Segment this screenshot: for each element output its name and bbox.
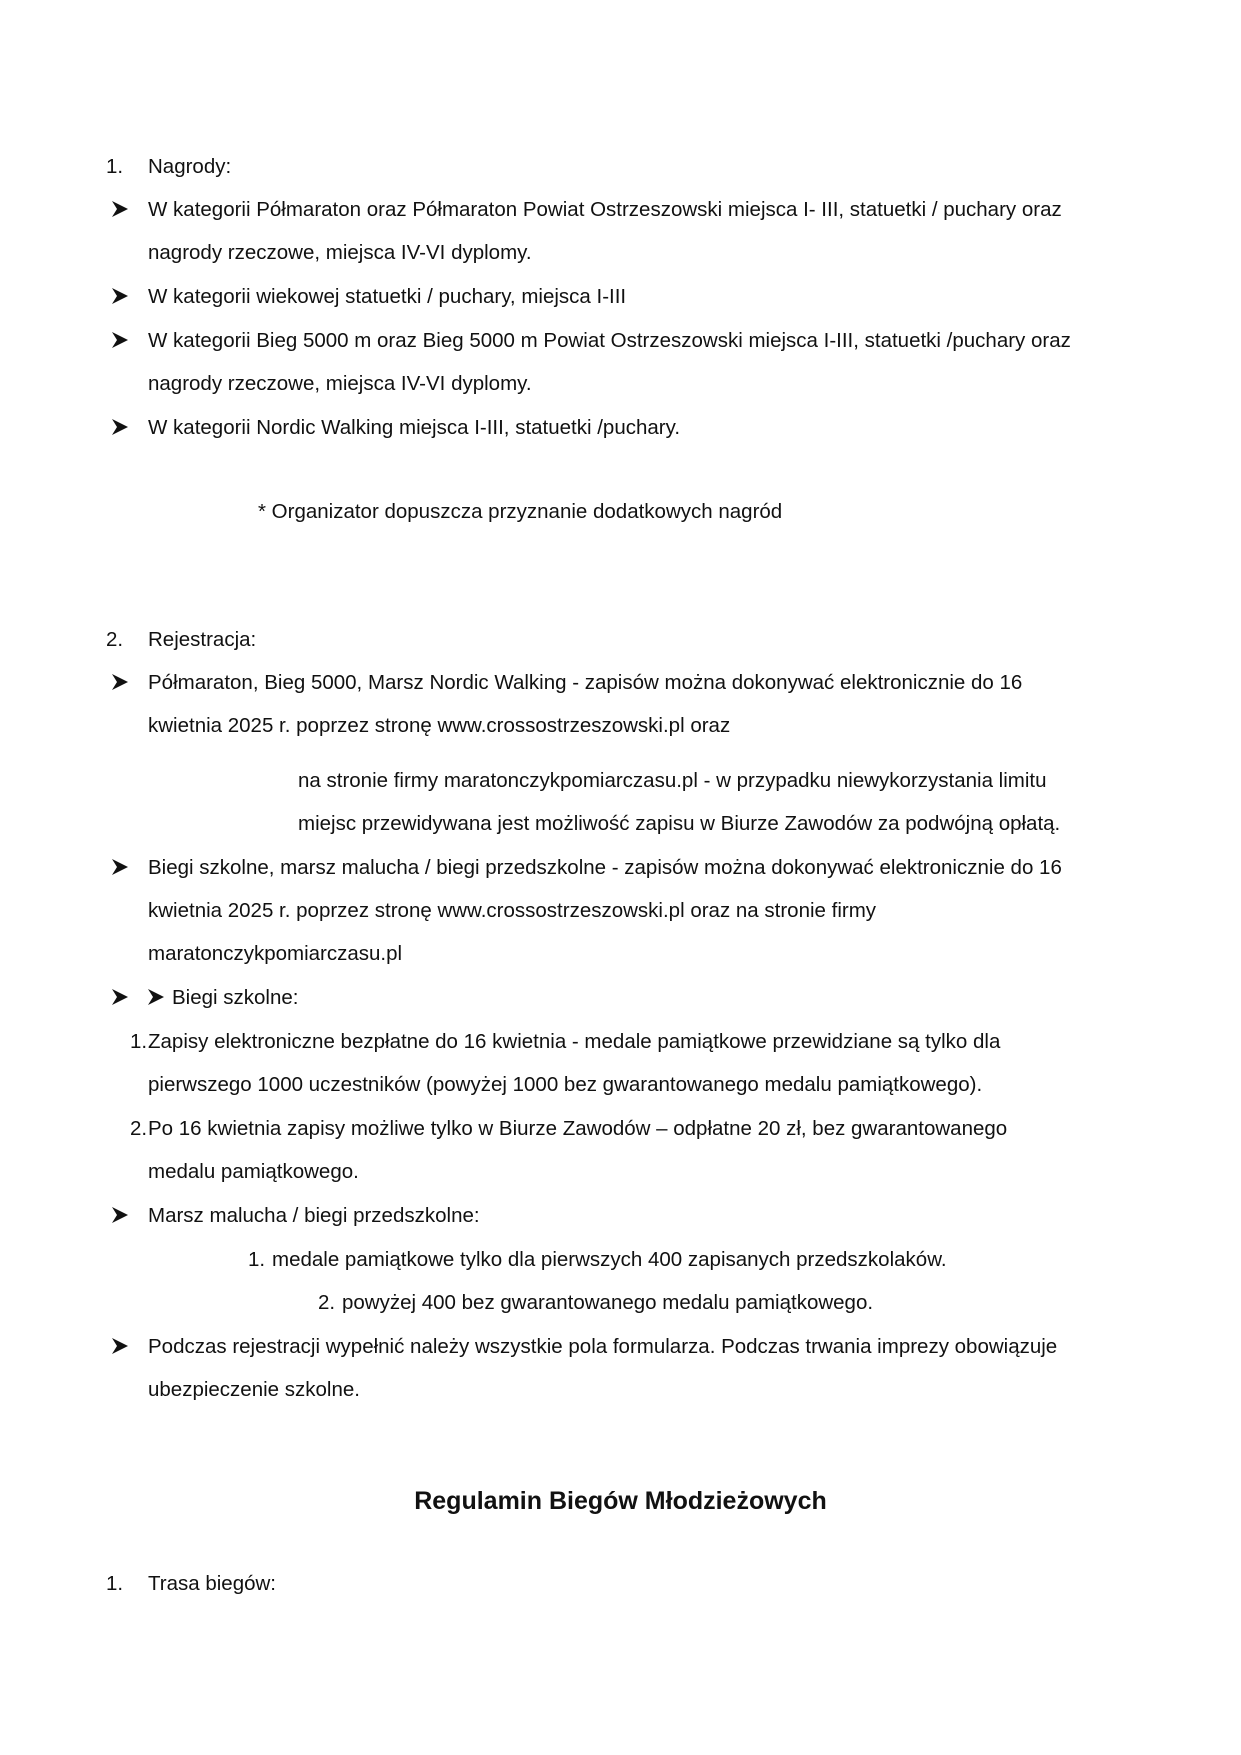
item-number: 1. (130, 1030, 148, 1053)
arrowhead-bullet-icon (110, 417, 132, 439)
list-item-continuation: maratonczykpomiarczasu.pl (148, 942, 403, 965)
numbered-item-continuation: medalu pamiątkowego. (148, 1160, 359, 1183)
indented-paragraph: na stronie firmy maratonczykpomiarczasu.pl - w przypadku niewykorzystania limitu (298, 769, 1047, 792)
section-title: Regulamin Biegów Młodzieżowych (414, 1487, 827, 1515)
list-item-continuation: nagrody rzeczowe, miejsca IV-VI dyplomy. (148, 241, 532, 264)
list-item: W kategorii Bieg 5000 m oraz Bieg 5000 m Powiat Ostrzeszowski miejsca I-III, statuetki /puchary oraz (148, 329, 1071, 352)
numbered-item-continuation: pierwszego 1000 uczestników (powyżej 1000 bez gwarantowanego medalu pamiątkowego). (148, 1073, 983, 1096)
item-number: 2. (318, 1291, 336, 1314)
numbered-item: Po 16 kwietnia zapisy możliwe tylko w Biurze Zawodów – odpłatne 20 zł, bez gwarantowanego (148, 1117, 1008, 1140)
arrowhead-bullet-icon (110, 987, 132, 1009)
numbered-item: Zapisy elektroniczne bezpłatne do 16 kwietnia - medale pamiątkowe przewidziane są tylko dla (148, 1030, 1001, 1053)
note: * Organizator dopuszcza przyznanie dodatkowych nagród (258, 500, 783, 523)
section-number: 2. (106, 628, 124, 651)
list-item: Biegi szkolne: (172, 986, 299, 1009)
list-item: W kategorii Nordic Walking miejsca I-III, statuetki /puchary. (148, 416, 681, 439)
arrowhead-bullet-icon (110, 199, 132, 221)
arrowhead-bullet-icon (146, 987, 168, 1009)
arrowhead-bullet-icon (110, 1205, 132, 1227)
list-item-continuation: kwietnia 2025 r. poprzez stronę www.crossostrzeszowski.pl oraz (148, 714, 731, 737)
indented-paragraph: miejsc przewidywana jest możliwość zapisu w Biurze Zawodów za podwójną opłatą. (298, 812, 1061, 835)
arrowhead-bullet-icon (110, 1336, 132, 1358)
section-heading-nagrody: Nagrody: (148, 155, 232, 178)
list-item: W kategorii wiekowej statuetki / puchary, miejsca I-III (148, 285, 627, 308)
list-item-continuation: ubezpieczenie szkolne. (148, 1378, 360, 1401)
list-item: Biegi szkolne, marsz malucha / biegi przedszkolne - zapisów można dokonywać elektronicznie do 16 (148, 856, 1062, 879)
list-item-continuation: kwietnia 2025 r. poprzez stronę www.crossostrzeszowski.pl oraz na stronie firmy (148, 899, 877, 922)
numbered-item: medale pamiątkowe tylko dla pierwszych 400 zapisanych przedszkolaków. (272, 1248, 947, 1271)
list-item: Półmaraton, Bieg 5000, Marsz Nordic Walking - zapisów można dokonywać elektronicznie do 16 (148, 671, 1023, 694)
numbered-item: powyżej 400 bez gwarantowanego medalu pamiątkowego. (342, 1291, 874, 1314)
list-item: W kategorii Półmaraton oraz Półmaraton Powiat Ostrzeszowski miejsca I- III, statuetki / puchary oraz (148, 198, 1062, 221)
list-item-continuation: nagrody rzeczowe, miejsca IV-VI dyplomy. (148, 372, 532, 395)
section-heading-rejestracja: Rejestracja: (148, 628, 257, 651)
section-number: 1. (106, 155, 124, 178)
section-number: 1. (106, 1572, 124, 1595)
section-heading-trasa: Trasa biegów: (148, 1572, 276, 1595)
list-item: Marsz malucha / biegi przedszkolne: (148, 1204, 480, 1227)
list-item: Podczas rejestracji wypełnić należy wszystkie pola formularza. Podczas trwania imprezy obowiązuje (148, 1335, 1058, 1358)
item-number: 2. (130, 1117, 148, 1140)
arrowhead-bullet-icon (110, 857, 132, 879)
arrowhead-bullet-icon (110, 672, 132, 694)
arrowhead-bullet-icon (110, 330, 132, 352)
arrowhead-bullet-icon (110, 286, 132, 308)
item-number: 1. (248, 1248, 266, 1271)
